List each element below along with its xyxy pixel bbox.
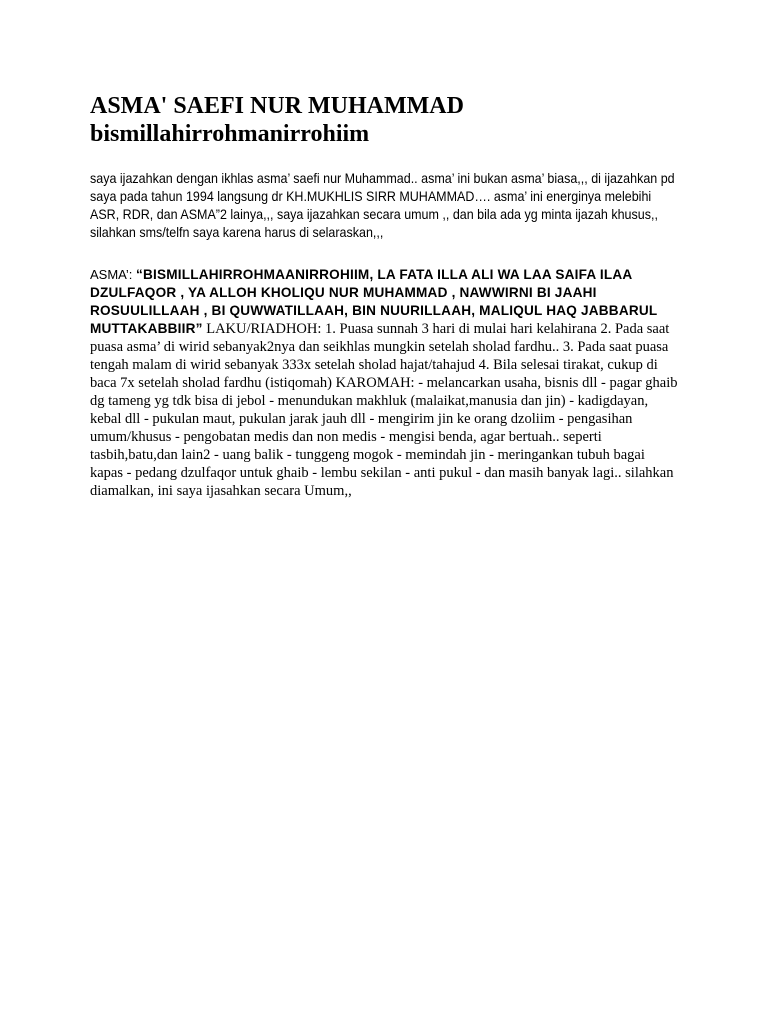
title-line-1: ASMA' SAEFI NUR MUHAMMAD bbox=[90, 93, 464, 119]
laku-karomah-text: LAKU/RIADHOH: 1. Puasa sunnah 3 hari di mulai hari kelahirana 2. Pada saat puasa asma’ di wirid sebanyak2nya dan seikhlas mungkin setelah sholad fardhu.. 3. Pada saat puasa tengah malam di wirid sebanyak 333x setelah sholad hajat/tahajud 4. Bila selesai tirakat, cukup di baca 7x setelah sholad fardhu (istiqomah) KAROMAH: - melancarkan usaha, bisnis dll - pagar ghaib dg tameng yg tdk bisa di jebol - menundukan makhluk (malaikat,manusia dan jin) - kadigdayan, kebal dll - pukulan maut, pukulan jarak jauh dll - mengirim jin ke orang dzoliim - pengasihan umum/khusus - pengobatan medis dan non medis - mengisi benda, agar bertuah.. seperti tasbih,batu,dan lain2 - uang balik - tunggeng mogok - memindah jin - meringankan tubuh bagai kapas - pedang dzulfaqor untuk ghaib - lembu sekilan - anti pukul - dan masih banyak lagi.. silahkan diamalkan, ini saya ijasahkan secara Umum,, bbox=[90, 321, 678, 499]
intro-paragraph: saya ijazahkan dengan ikhlas asma’ saefi nur Muhammad.. asma’ ini bukan asma’ biasa,,, di ijazahkan pd saya pada tahun 1994 langsung dr KH.MUKHLIS SIRR MUHAMMAD…. asma’ ini energinya melebihi ASR, RDR, dan ASMA”2 lainya,,, saya ijazahkan secara umum ,, dan bila ada yg minta ijazah khusus,, silahkan sms/telfn saya karena harus di selaraskan,,, bbox=[90, 171, 675, 240]
asma-quote: “BISMILLAHIRROHMAANIRROHIIM, LA FATA ILLA ALI WA LAA SAIFA ILAA DZULFAQOR , YA ALLOH KHOLIQU NUR MUHAMMAD , NAWWIRNI BI JAAHI ROSUULILLAAH , BI QUWWATILLAAH, BIN NUURILLAAH, MALIQUL HAQ JABBARUL MUTTAKABBIIR” bbox=[90, 267, 658, 336]
document-title bbox=[90, 92, 680, 148]
asma-paragraph bbox=[90, 266, 680, 500]
title-line-2: bismillahirrohmanirrohiim bbox=[90, 121, 370, 147]
document-page bbox=[90, 92, 680, 500]
asma-label: ASMA’: bbox=[90, 267, 136, 282]
